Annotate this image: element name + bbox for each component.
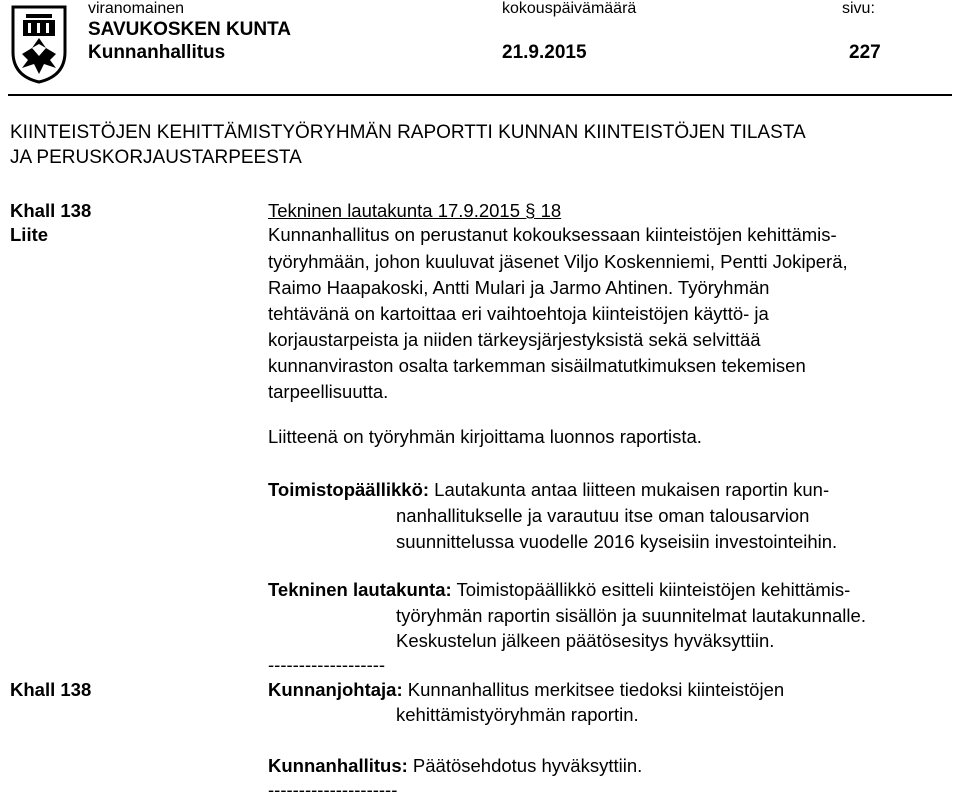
- decision-line3: Keskustelun jälkeen päätösesitys hyväksyttiin.: [396, 630, 775, 651]
- case-reference-2: Khall 138: [10, 679, 92, 700]
- proposal-label: Toimistopäällikkö:: [268, 479, 430, 500]
- coat-of-arms-icon: [10, 4, 68, 84]
- section-line: Kunnanhallitus on perustanut kokouksessaan kiinteistöjen kehittämis-: [268, 224, 837, 245]
- proposal-line1: Toimistopäällikkö: Lautakunta antaa liitteen mukaisen raportin kun-: [268, 479, 830, 500]
- section-line: kunnanviraston osalta tarkemman sisäilmatutkimuksen tekemisen: [268, 355, 806, 376]
- decision-label: Tekninen lautakunta:: [268, 579, 452, 600]
- section-heading: Tekninen lautakunta 17.9.2015 § 18: [268, 200, 562, 221]
- director-line2: kehittämistyöryhmän raportin.: [396, 704, 639, 725]
- org-name: SAVUKOSKEN KUNTA: [88, 19, 292, 40]
- document-title-line1: KIINTEISTÖJEN KEHITTÄMISTYÖRYHMÄN RAPORTTI KUNNAN KIINTEISTÖJEN TILASTA: [10, 122, 806, 143]
- proposal-line2: nanhallitukselle ja varautuu itse oman talousarvion: [396, 505, 810, 526]
- decision-line2: työryhmän raportin sisällön ja suunnitelmat lautakunnalle.: [396, 605, 866, 626]
- board-label: Kunnanhallitus:: [268, 755, 408, 776]
- body-name: Kunnanhallitus: [88, 42, 226, 63]
- director-line1: Kunnanjohtaja: Kunnanhallitus merkitsee tiedoksi kiinteistöjen: [268, 679, 785, 700]
- board-divider: ---------------------: [268, 779, 398, 800]
- board-line1: Kunnanhallitus: Päätösehdotus hyväksyttiin.: [268, 755, 643, 776]
- section-line: työryhmään, johon kuuluvat jäsenet Viljo Koskenniemi, Pentti Jokiperä,: [268, 251, 848, 272]
- section-line: tarpeellisuutta.: [268, 381, 389, 402]
- attachment-label: Liite: [10, 224, 49, 245]
- page-number: 227: [849, 42, 881, 63]
- header-page-label: sivu:: [842, 0, 875, 17]
- section-line: Raimo Haapakoski, Antti Mulari ja Jarmo Ahtinen. Työryhmän: [268, 277, 770, 298]
- section-line: korjaustarpeista ja niiden tärkeysjärjestyksistä sekä selvittää: [268, 329, 761, 350]
- meeting-date: 21.9.2015: [502, 42, 587, 63]
- decision-divider: -------------------: [268, 654, 386, 675]
- director-label: Kunnanjohtaja:: [268, 679, 403, 700]
- attachment-note: Liitteenä on työryhmän kirjoittama luonnos raportista.: [268, 426, 702, 447]
- case-reference: Khall 138: [10, 200, 92, 221]
- proposal-line3: suunnittelussa vuodelle 2016 kyseisiin investointeihin.: [396, 531, 838, 552]
- document-title-line2: JA PERUSKORJAUSTARPEESTA: [10, 147, 302, 168]
- header-rule: [8, 94, 952, 96]
- header-authority-label: viranomainen: [88, 0, 185, 17]
- decision-line1: Tekninen lautakunta: Toimistopäällikkö esitteli kiinteistöjen kehittämis-: [268, 579, 851, 600]
- section-line: tehtävänä on kartoittaa eri vaihtoehtoja kiinteistöjen käyttö- ja: [268, 303, 769, 324]
- header-date-label: kokouspäivämäärä: [502, 0, 637, 17]
